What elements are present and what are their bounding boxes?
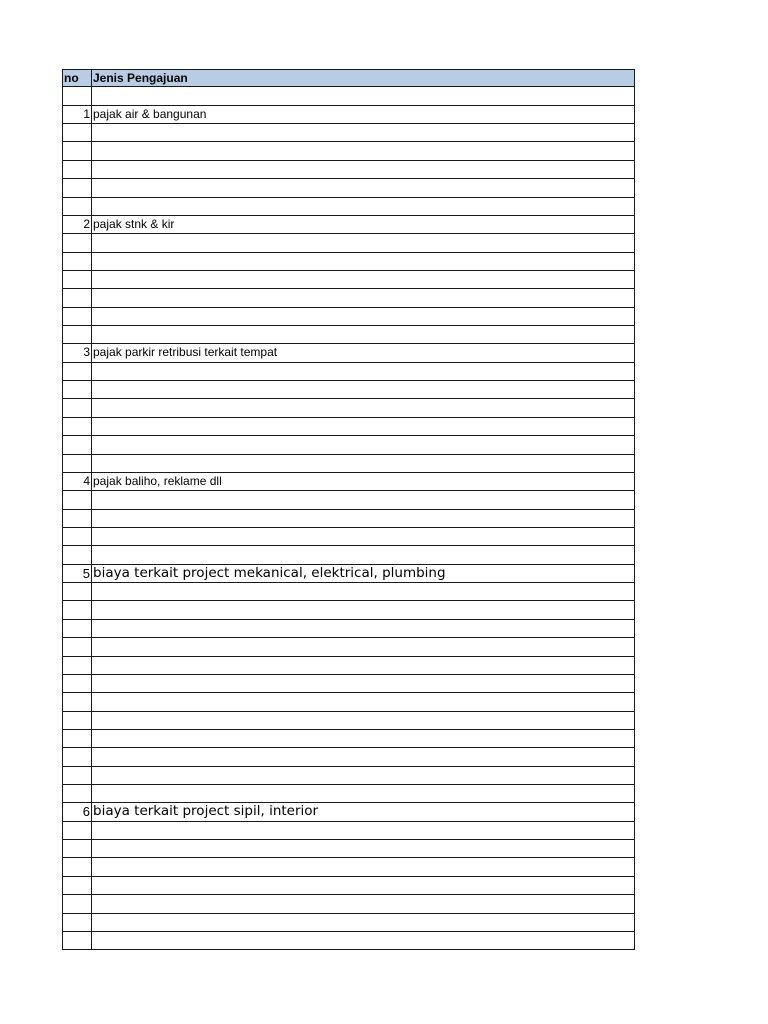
table-row	[62, 198, 635, 216]
cell-jenis-pengajuan[interactable]	[92, 620, 635, 637]
cell-no[interactable]	[62, 822, 92, 839]
table-row	[62, 932, 635, 950]
cell-jenis-pengajuan[interactable]	[92, 326, 635, 343]
table-row	[62, 87, 635, 105]
cell-no[interactable]	[62, 583, 92, 600]
cell-jenis-pengajuan[interactable]	[92, 124, 635, 141]
table-row	[62, 289, 635, 307]
cell-jenis-pengajuan[interactable]	[92, 179, 635, 196]
cell-no[interactable]	[62, 510, 92, 527]
cell-jenis-pengajuan[interactable]	[92, 638, 635, 655]
cell-no[interactable]	[62, 381, 92, 398]
table-row	[62, 216, 635, 234]
spreadsheet-table	[62, 69, 635, 950]
table-row	[62, 803, 635, 821]
table-row	[62, 399, 635, 417]
cell-jenis-pengajuan[interactable]	[92, 308, 635, 325]
table-row	[62, 914, 635, 932]
cell-jenis-pengajuan[interactable]: biaya terkait project sipil, interior	[92, 803, 635, 820]
cell-jenis-pengajuan[interactable]	[92, 657, 635, 674]
cell-no[interactable]	[62, 455, 92, 472]
table-row	[62, 675, 635, 693]
table-row	[62, 895, 635, 913]
header-cell-no[interactable]: no	[62, 70, 92, 86]
table-row	[62, 271, 635, 289]
table-row	[62, 363, 635, 381]
cell-jenis-pengajuan[interactable]: pajak air & bangunan	[92, 106, 635, 123]
table-row	[62, 308, 635, 326]
cell-jenis-pengajuan[interactable]	[92, 840, 635, 857]
cell-jenis-pengajuan[interactable]	[92, 510, 635, 527]
cell-jenis-pengajuan[interactable]	[92, 748, 635, 765]
table-row	[62, 179, 635, 197]
cell-jenis-pengajuan[interactable]	[92, 712, 635, 729]
table-row	[62, 418, 635, 436]
cell-no[interactable]: 6	[62, 803, 92, 820]
cell-no[interactable]	[62, 253, 92, 270]
cell-no[interactable]	[62, 877, 92, 894]
table-row	[62, 326, 635, 344]
cell-jenis-pengajuan[interactable]	[92, 161, 635, 178]
cell-no[interactable]	[62, 657, 92, 674]
cell-jenis-pengajuan[interactable]	[92, 491, 635, 508]
table-row	[62, 436, 635, 454]
cell-jenis-pengajuan[interactable]	[92, 730, 635, 747]
cell-no[interactable]	[62, 675, 92, 692]
cell-no[interactable]	[62, 785, 92, 802]
cell-jenis-pengajuan[interactable]	[92, 289, 635, 306]
cell-no[interactable]	[62, 124, 92, 141]
cell-no[interactable]: 4	[62, 473, 92, 490]
cell-jenis-pengajuan[interactable]	[92, 932, 635, 949]
cell-no[interactable]	[62, 914, 92, 931]
cell-no[interactable]	[62, 895, 92, 912]
cell-no[interactable]	[62, 308, 92, 325]
cell-jenis-pengajuan[interactable]	[92, 601, 635, 618]
table-row	[62, 546, 635, 564]
cell-jenis-pengajuan[interactable]	[92, 822, 635, 839]
cell-no[interactable]	[62, 234, 92, 251]
cell-no[interactable]	[62, 932, 92, 949]
cell-no[interactable]: 2	[62, 216, 92, 233]
table-row	[62, 858, 635, 876]
cell-no[interactable]	[62, 840, 92, 857]
cell-jenis-pengajuan[interactable]	[92, 234, 635, 251]
table-row	[62, 253, 635, 271]
cell-jenis-pengajuan[interactable]	[92, 142, 635, 159]
table-row	[62, 473, 635, 491]
cell-jenis-pengajuan[interactable]	[92, 253, 635, 270]
cell-no[interactable]	[62, 289, 92, 306]
cell-no[interactable]	[62, 546, 92, 563]
cell-no[interactable]: 1	[62, 106, 92, 123]
cell-no[interactable]	[62, 363, 92, 380]
table-row	[62, 381, 635, 399]
cell-no[interactable]	[62, 748, 92, 765]
cell-jenis-pengajuan[interactable]: pajak baliho, reklame dll	[92, 473, 635, 490]
cell-jenis-pengajuan[interactable]	[92, 528, 635, 545]
table-row	[62, 712, 635, 730]
table-row	[62, 840, 635, 858]
cell-jenis-pengajuan[interactable]	[92, 914, 635, 931]
cell-jenis-pengajuan[interactable]	[92, 455, 635, 472]
cell-jenis-pengajuan[interactable]	[92, 399, 635, 416]
cell-jenis-pengajuan[interactable]	[92, 363, 635, 380]
table-row	[62, 142, 635, 160]
cell-no[interactable]	[62, 142, 92, 159]
cell-no[interactable]	[62, 638, 92, 655]
cell-jenis-pengajuan[interactable]	[92, 418, 635, 435]
cell-jenis-pengajuan[interactable]	[92, 767, 635, 784]
table-row	[62, 234, 635, 252]
table-row	[62, 822, 635, 840]
cell-jenis-pengajuan[interactable]	[92, 675, 635, 692]
cell-no[interactable]	[62, 601, 92, 618]
cell-no[interactable]	[62, 693, 92, 710]
table-row	[62, 693, 635, 711]
cell-no[interactable]	[62, 418, 92, 435]
cell-no[interactable]	[62, 767, 92, 784]
table-row	[62, 161, 635, 179]
table-row	[62, 528, 635, 546]
table-row	[62, 638, 635, 656]
table-row	[62, 565, 635, 583]
cell-jenis-pengajuan[interactable]	[92, 895, 635, 912]
cell-no[interactable]: 5	[62, 565, 92, 582]
table-body	[62, 87, 635, 950]
cell-no[interactable]	[62, 528, 92, 545]
cell-jenis-pengajuan[interactable]	[92, 271, 635, 288]
table-row	[62, 657, 635, 675]
cell-jenis-pengajuan[interactable]	[92, 877, 635, 894]
cell-no[interactable]	[62, 730, 92, 747]
cell-no[interactable]	[62, 399, 92, 416]
table-row	[62, 491, 635, 509]
cell-jenis-pengajuan[interactable]	[92, 381, 635, 398]
cell-no[interactable]	[62, 271, 92, 288]
cell-no[interactable]	[62, 858, 92, 875]
cell-no[interactable]	[62, 87, 92, 104]
cell-jenis-pengajuan[interactable]	[92, 436, 635, 453]
cell-jenis-pengajuan[interactable]	[92, 198, 635, 215]
cell-jenis-pengajuan[interactable]	[92, 785, 635, 802]
table-row	[62, 767, 635, 785]
cell-jenis-pengajuan[interactable]	[92, 693, 635, 710]
cell-no[interactable]	[62, 326, 92, 343]
cell-no[interactable]	[62, 436, 92, 453]
table-row	[62, 455, 635, 473]
table-row	[62, 124, 635, 142]
cell-no[interactable]	[62, 491, 92, 508]
cell-jenis-pengajuan[interactable]: pajak stnk & kir	[92, 216, 635, 233]
cell-no[interactable]	[62, 712, 92, 729]
table-row	[62, 748, 635, 766]
table-row	[62, 877, 635, 895]
cell-jenis-pengajuan[interactable]	[92, 583, 635, 600]
cell-jenis-pengajuan[interactable]: biaya terkait project mekanical, elektrical, plumbing	[92, 565, 635, 582]
cell-no[interactable]	[62, 179, 92, 196]
cell-no[interactable]	[62, 620, 92, 637]
table-row	[62, 344, 635, 362]
table-row	[62, 510, 635, 528]
table-row	[62, 583, 635, 601]
table-header-row	[62, 69, 635, 87]
cell-jenis-pengajuan[interactable]	[92, 87, 635, 104]
table-row	[62, 620, 635, 638]
cell-no[interactable]	[62, 198, 92, 215]
table-row	[62, 785, 635, 803]
cell-jenis-pengajuan[interactable]: pajak parkir retribusi terkait tempat	[92, 344, 635, 361]
cell-jenis-pengajuan[interactable]	[92, 858, 635, 875]
table-row	[62, 106, 635, 124]
cell-no[interactable]: 3	[62, 344, 92, 361]
table-row	[62, 601, 635, 619]
table-row	[62, 730, 635, 748]
cell-no[interactable]	[62, 161, 92, 178]
cell-jenis-pengajuan[interactable]	[92, 546, 635, 563]
header-cell-jenis-pengajuan[interactable]: Jenis Pengajuan	[92, 70, 635, 86]
